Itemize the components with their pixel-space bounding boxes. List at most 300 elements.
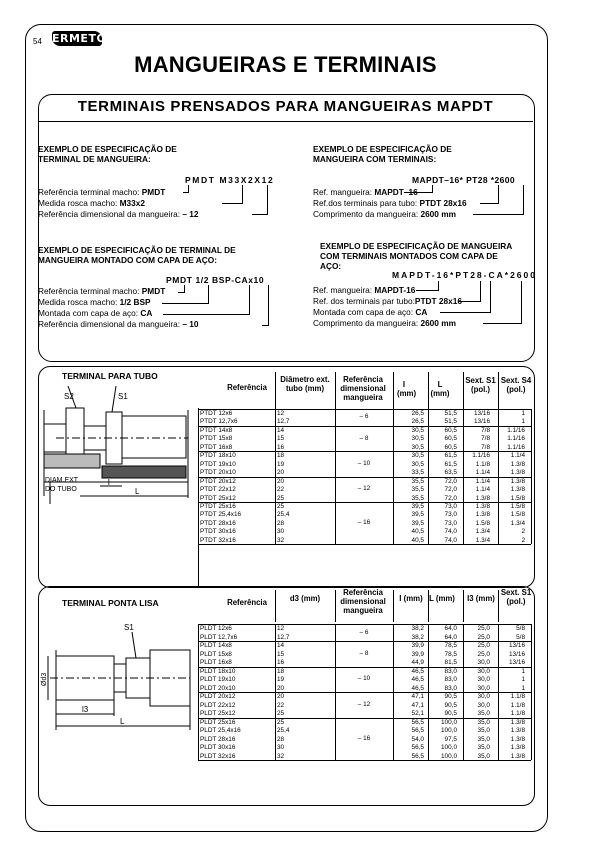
table2-cell: 1.1/8: [510, 701, 525, 709]
table2-cell: 56,5: [411, 727, 424, 734]
example1-bracket: [252, 185, 268, 215]
table2-cell: PLDT 12x6: [200, 625, 232, 632]
table2-cell: 25: [277, 710, 285, 717]
diam-label-2: DO TUBO: [45, 486, 77, 493]
table1-cell: 1.5/8: [510, 494, 525, 502]
example4-heading: EXEMPLO DE ESPECIFICAÇÃO DE MANGUEIRA COM TERMINAIS MONTADOS COM CAPA DE AÇO:: [320, 241, 513, 271]
table2-cell: 97,5: [444, 735, 457, 743]
table1-cell: PTDT 20x12: [200, 477, 236, 485]
table1-cell: 73,0: [444, 511, 457, 519]
example2-line1: Ref. mangueira: MAPDT–16: [313, 187, 418, 197]
table2-bottom-divider: [198, 760, 531, 761]
example3-line2: Medida rosca macho: 1/2 BSP: [38, 297, 151, 307]
table2-cell: PLDT 30x16: [200, 744, 236, 751]
table1-column-divider: [463, 409, 464, 544]
table1-cell: 30,5: [411, 435, 424, 443]
table2-header-dim: Referência dimensional mangueira: [340, 588, 386, 615]
example4-line1: Ref. mangueira: MAPDT-16: [313, 285, 416, 295]
table2-cell: 35,0: [477, 710, 490, 717]
table2-group-dim: – 16: [357, 734, 371, 742]
table1-cell: 30,5: [411, 426, 424, 434]
table1-header-diam: Diâmetro ext. tubo (mm): [280, 375, 330, 393]
table1-header-s1: Sext. S1 (pol.): [465, 376, 496, 394]
table1-cell: PTDT 16x8: [200, 443, 233, 451]
table1-header-divider: [335, 372, 336, 410]
table2-row: [198, 684, 531, 693]
table1-cell: 1: [521, 418, 525, 426]
table1-cell: 1: [521, 410, 525, 417]
table1-cell: 1.1/4: [475, 469, 490, 477]
table2-row: [198, 752, 531, 761]
table1-cell: 1.3/8: [510, 486, 525, 494]
table2-column-divider: [275, 624, 276, 760]
table2-cell: 30,0: [477, 701, 490, 709]
table2-cell: 13/16: [509, 650, 525, 658]
table2-cell: 90,5: [444, 701, 457, 709]
table2-column-divider: [198, 624, 199, 760]
table1-cell: 1.1/4: [475, 486, 490, 494]
table1-group-dim: – 12: [357, 485, 371, 493]
table2-column-divider: [335, 624, 336, 760]
table2-column-divider: [393, 624, 394, 760]
table1-cell: 1.1/16: [472, 452, 490, 460]
example2-line2: Ref.dos terminais para tubo: PTDT 28x16: [313, 198, 467, 208]
page-title: MANGUEIRAS E TERMINAIS: [134, 52, 437, 77]
example1-line1: Referência terminal macho: PMDT: [38, 187, 166, 197]
table2-cell: PLDT 25x16: [200, 718, 236, 726]
table1-row: [198, 468, 531, 476]
l3-label: l3: [82, 705, 89, 714]
table1-cell: 1.1/8: [475, 460, 490, 468]
example3-heading: EXEMPLO DE ESPECIFICAÇÃO DE TERMINAL DE MANGUEIRA MONTADO COM CAPA DE AÇO:: [38, 245, 236, 265]
table2-cell: 83,0: [444, 667, 457, 675]
example1-code: PMDT M33X2X12: [185, 175, 275, 185]
table1-cell: 51,5: [444, 410, 457, 417]
table2-cell: 56,5: [411, 752, 424, 760]
table1-cell: 40,5: [411, 528, 424, 536]
table1-cell: PTDT 12x6: [200, 410, 233, 417]
table2-cell: 78,5: [444, 650, 457, 658]
table2-cell: 5/8: [516, 625, 525, 632]
table1-row: [198, 536, 531, 544]
example2-bracket: [404, 185, 433, 193]
table1-cell: 30,5: [411, 452, 424, 460]
table1-cell: 2: [521, 536, 525, 544]
table2-cell: 30,0: [477, 684, 490, 692]
example2-heading: EXEMPLO DE ESPECIFICAÇÃO DE MANGUEIRA COM TERMINAIS:: [313, 144, 452, 164]
table1-column-divider: [428, 409, 429, 544]
table1-cell: 1.3/4: [475, 536, 490, 544]
table1-cell: 25,4: [277, 511, 290, 519]
L-label: L: [135, 487, 140, 496]
s1-label: S1: [118, 392, 128, 401]
table2-cell: 83,0: [444, 676, 457, 683]
table2-cell: 52,1: [411, 710, 424, 717]
table1-column-divider: [335, 409, 336, 544]
table2-header-divider: [498, 590, 499, 622]
table1-cell: 74,0: [444, 536, 457, 544]
table1-cell: 1.5/8: [510, 502, 525, 510]
table2-cell: PLDT 19x10: [200, 676, 236, 683]
table2-header-l: L (mm): [429, 594, 455, 603]
table1-cell: 63,5: [444, 469, 457, 477]
table2-cell: 28: [277, 735, 285, 743]
table1-cell: 1.3/8: [510, 460, 525, 468]
table1-group-dim: – 10: [357, 459, 371, 467]
table2-cell: 20: [277, 693, 285, 700]
s2-label: S2: [64, 392, 74, 401]
table1-cell: PTDT 19x10: [200, 460, 236, 468]
table1-cell: 14: [277, 426, 285, 434]
table2-header-ref: Referência: [227, 598, 267, 607]
table2-cell: 64,0: [444, 625, 457, 632]
table1-header-ref: Referência: [227, 383, 267, 392]
example3-line3: Montada com capa de aço: CA: [38, 308, 153, 318]
table1-row: [198, 527, 531, 535]
table2-cell: PLDT 18x10: [200, 667, 236, 675]
table2-cell: 12: [277, 625, 285, 632]
table1-cell: PTDT 15x8: [200, 435, 233, 443]
table2-row: [198, 658, 531, 667]
table2-header-divider: [393, 590, 394, 622]
table2-cell: 35,0: [477, 735, 490, 743]
table2-cell: 35,0: [477, 752, 490, 760]
table2-cell: PLDT 15x8: [200, 650, 232, 658]
table2-cell: 13/16: [509, 659, 525, 666]
table2-cell: 12,7: [277, 633, 290, 641]
table1-cell: 1.1/16: [507, 426, 525, 434]
table2-cell: 1: [521, 684, 525, 692]
table1-cell: PTDT 28x16: [200, 519, 236, 527]
table2-cell: 1.3/8: [510, 744, 525, 751]
table1-bottom-divider: [198, 544, 531, 545]
table2-cell: 1.3/8: [510, 752, 525, 760]
table2-cell: 100,0: [441, 752, 457, 760]
table1-header-dim: Referência dimensional mangueira: [340, 375, 386, 402]
table1-cell: 35,5: [411, 477, 424, 485]
table1-cell: 1.3/4: [510, 519, 525, 527]
table1-cell: PTDT 25x12: [200, 494, 236, 502]
table1-cell: PTDT 20x10: [200, 469, 236, 477]
table1-header-l: L (mm): [430, 380, 450, 398]
table2-cell: 18: [277, 667, 285, 675]
table2-column-divider: [498, 624, 499, 760]
table2-cell: 90,5: [444, 710, 457, 717]
table2-cell: 25,0: [477, 642, 490, 649]
table1-cell: 7/8: [481, 443, 490, 451]
table2-cell: 56,5: [411, 744, 424, 751]
table2-cell: 35,0: [477, 744, 490, 751]
example3-bracket: [163, 285, 250, 315]
diam-label-1: DIAM.EXT: [45, 477, 79, 484]
table1-cell: 1.3/4: [475, 528, 490, 536]
table2-cell: 1: [521, 676, 525, 683]
table1-header-i: I (mm): [397, 380, 417, 398]
table2-cell: PLDT 20x12: [200, 693, 236, 700]
table2-cell: PLDT 32x16: [200, 752, 236, 760]
table2-row: [198, 709, 531, 718]
table2-cell: 30: [277, 744, 285, 751]
table2-cell: 22: [277, 701, 285, 709]
table1-cell: 30,5: [411, 443, 424, 451]
table1-cell: 73,0: [444, 502, 457, 510]
table1-row: [198, 494, 531, 502]
table2-cell: 32: [277, 752, 285, 760]
table1-cell: 1.5/8: [475, 519, 490, 527]
example2-code: MAPDT–16* PT28 *2600: [412, 175, 515, 185]
table1-cell: 60,5: [444, 435, 457, 443]
table2-cell: 25,0: [477, 625, 490, 632]
section-title-divider: [38, 121, 533, 122]
table1-cell: 12,7: [277, 418, 290, 426]
table1-group-dim: – 8: [359, 434, 369, 442]
table1-cell: 39,5: [411, 502, 424, 510]
example1-line3: Referência dimensional da mangueira: – 12: [38, 209, 199, 219]
table2-header-s1: Sext. S1 (pol.): [500, 588, 532, 606]
table1-cell: 1.5/8: [510, 511, 525, 519]
table1-cell: 39,5: [411, 519, 424, 527]
table2-cell: 64,0: [444, 633, 457, 641]
table2-column-divider: [463, 624, 464, 760]
table1-cell: 7/8: [481, 426, 490, 434]
table2-group-dim: – 6: [359, 628, 369, 636]
table2-cell: 30,0: [477, 667, 490, 675]
table1-cell: 1.1/4: [475, 477, 490, 485]
table1-cell: 1.3/8: [475, 511, 490, 519]
table2-cell: 25,0: [477, 633, 490, 641]
table1-cell: 1.3/8: [475, 494, 490, 502]
table1-cell: 61,5: [444, 452, 457, 460]
table2-cell: 1.3/8: [510, 735, 525, 743]
table2-cell: 35,0: [477, 718, 490, 726]
table2-cell: PLDT 28x16: [200, 735, 236, 743]
table2-header-i3: I3 (mm): [467, 594, 495, 603]
L-label: L: [120, 717, 125, 726]
table2-cell: PLDT 12,7x6: [200, 633, 238, 641]
example3-bracket: [262, 285, 269, 326]
example4-code: MAPDT-16*PT28-CA*2600: [392, 270, 537, 280]
table1-cell: PTDT 25,4x16: [200, 511, 242, 519]
table1-cell: 32: [277, 536, 285, 544]
table1-cell: PTDT 32x16: [200, 536, 236, 544]
table1-cell: 26,5: [411, 410, 424, 417]
table1-cell: 72,0: [444, 486, 457, 494]
table2-cell: 90,5: [444, 693, 457, 700]
table1-cell: 26,5: [411, 418, 424, 426]
table2-cell: 1.3/8: [510, 718, 525, 726]
s1-label: S1: [124, 623, 134, 632]
table2-header-divider: [428, 590, 429, 622]
example4-line3: Montada com capa de aço: CA: [313, 307, 428, 317]
table1-column-divider: [198, 409, 199, 544]
table1-cell: 73,0: [444, 519, 457, 527]
table1-cell: 35,5: [411, 494, 424, 502]
table1-column-divider: [531, 409, 532, 544]
table2-cell: 100,0: [441, 718, 457, 726]
example4-bracket: [483, 281, 522, 324]
table1-cell: PTDT 12,7x6: [200, 418, 238, 426]
table1-cell: 1.3/8: [475, 502, 490, 510]
table1-cell: 74,0: [444, 528, 457, 536]
table1-cell: 20: [277, 469, 285, 477]
table1-cell: 18: [277, 452, 285, 460]
section-title: TERMINAIS PRENSADOS PARA MANGUEIRAS MAPDT: [77, 98, 494, 115]
example4-bracket: [416, 281, 439, 291]
table2-cell: 30,0: [477, 659, 490, 666]
table2-cell: PLDT 14x8: [200, 642, 232, 649]
example4-line2: Ref. dos terminais par tubo:PTDT 28x16: [313, 296, 462, 306]
table1-cell: 39,5: [411, 511, 424, 519]
table1-cell: 25: [277, 494, 285, 502]
table2-title: TERMINAL PONTA LISA: [62, 598, 159, 608]
example2-bracket: [473, 185, 524, 215]
example1-line2: Medida rosca macho: M33x2: [38, 198, 145, 208]
l-label: l: [108, 478, 110, 487]
terminal-para-tubo-drawing: [40, 386, 196, 586]
table1-cell: 15: [277, 435, 285, 443]
table2-cell: 78,5: [444, 642, 457, 649]
table1-header-divider: [498, 372, 499, 410]
table2-cell: 47,1: [411, 701, 424, 709]
table1-cell: 72,0: [444, 477, 457, 485]
table2-cell: 38,2: [411, 625, 424, 632]
table2-group-dim: – 12: [357, 700, 371, 708]
table2-cell: 46,5: [411, 684, 424, 692]
table1-cell: 12: [277, 410, 285, 417]
table2-cell: 44,9: [411, 659, 424, 666]
table2-row: [198, 718, 531, 727]
table2-cell: 100,0: [441, 744, 457, 751]
table1-cell: 19: [277, 460, 285, 468]
table1-cell: 13/16: [474, 410, 490, 417]
table2-cell: 35,0: [477, 727, 490, 734]
table1-column-divider: [498, 409, 499, 544]
table2-cell: 5/8: [516, 633, 525, 641]
table2-cell: 54,0: [411, 735, 424, 743]
table2-cell: 81,5: [444, 659, 457, 666]
table2-header-divider: [335, 590, 336, 622]
table2-row: [198, 743, 531, 752]
table2-cell: 39,9: [411, 650, 424, 658]
table1-cell: 1.3/8: [510, 469, 525, 477]
table2-cell: 16: [277, 659, 285, 666]
table1-cell: PTDT 18x10: [200, 452, 236, 460]
table2-cell: PLDT 22x12: [200, 701, 236, 709]
table1-cell: 30,5: [411, 460, 424, 468]
table1-header-s4: Sext. S4 (pol.): [500, 376, 532, 394]
table1-cell: 25: [277, 502, 285, 510]
table2-header-i: I (mm): [399, 594, 423, 603]
example2-line3: Comprimento da mangueira: 2600 mm: [313, 209, 456, 219]
table2-cell: 1.3/8: [510, 727, 525, 734]
table1-column-divider: [275, 409, 276, 544]
table1-row: [198, 502, 531, 510]
example3-line1: Referência terminal macho: PMDT: [38, 286, 166, 296]
table1-group-dim: – 16: [357, 519, 371, 527]
table1-cell: 16: [277, 443, 285, 451]
table2-header-divider: [463, 590, 464, 622]
table2-cell: 1: [521, 667, 525, 675]
table2-cell: 1.1/8: [510, 710, 525, 717]
table1-cell: 1.1/16: [507, 435, 525, 443]
table2-cell: 15: [277, 650, 285, 658]
example3-line4: Referência dimensional da mangueira: – 10: [38, 319, 199, 329]
table1-cell: 61,5: [444, 460, 457, 468]
example1-bracket: [183, 185, 189, 193]
example1-heading: EXEMPLO DE ESPECIFICAÇÃO DE TERMINAL DE MANGUEIRA:: [38, 144, 177, 164]
table1-row: [198, 443, 531, 451]
table2-cell: PLDT 16x8: [200, 659, 232, 666]
example3-code: PMDT 1/2 BSP-CAx10: [166, 275, 265, 285]
table1-cell: 40,5: [411, 536, 424, 544]
table2-cell: 30,0: [477, 676, 490, 683]
table1-cell: 72,0: [444, 494, 457, 502]
table2-cell: 25: [277, 718, 285, 726]
terminal-ponta-lisa-drawing: [40, 620, 196, 740]
table1-cell: 7/8: [481, 435, 490, 443]
table1-cell: PTDT 22x12: [200, 486, 236, 494]
table1-cell: 30: [277, 528, 285, 536]
table2-cell: 39,9: [411, 642, 424, 649]
table2-cell: 46,5: [411, 667, 424, 675]
table2-cell: PLDT 20x10: [200, 684, 236, 692]
table1-cell: 1.3/8: [510, 477, 525, 485]
table2-cell: PLDT 25,4x16: [200, 727, 241, 734]
table2-cell: 14: [277, 642, 285, 649]
table1-cell: 22: [277, 486, 285, 494]
table2-group-dim: – 8: [359, 649, 369, 657]
d3-label: Ød3: [41, 672, 48, 686]
table1-cell: 13/16: [474, 418, 490, 426]
table2-cell: 100,0: [441, 727, 457, 734]
table1-cell: 1.1/4: [510, 452, 525, 460]
table2-cell: 46,5: [411, 676, 424, 683]
table1-cell: 2: [521, 528, 525, 536]
example4-line4: Comprimento da mangueira: 2600 mm: [313, 318, 456, 328]
table1-column-divider: [393, 409, 394, 544]
table2-cell: 1.1/8: [510, 693, 525, 700]
table2-header-d3: d3 (mm): [289, 594, 321, 603]
table2-cell: 30,0: [477, 693, 490, 700]
table2-column-divider: [428, 624, 429, 760]
example1-bracket: [222, 185, 243, 204]
table1-title: TERMINAL PARA TUBO: [62, 371, 158, 381]
table1-cell: 60,5: [444, 426, 457, 434]
table1-cell: PTDT 25x16: [200, 502, 236, 510]
table1-cell: 33,5: [411, 469, 424, 477]
table1-cell: 60,5: [444, 443, 457, 451]
table2-cell: 19: [277, 676, 285, 683]
table2-cell: 56,5: [411, 718, 424, 726]
page-number: 54: [33, 37, 42, 46]
table1-cell: 1.1/16: [507, 443, 525, 451]
table1-header-divider: [428, 372, 429, 410]
table1-group-dim: – 6: [359, 413, 369, 421]
table2-column-divider: [531, 624, 532, 760]
table1-cell: 20: [277, 477, 285, 485]
table1-cell: PTDT 30x16: [200, 528, 236, 536]
table1-cell: 51,5: [444, 418, 457, 426]
table2-cell: 13/16: [509, 642, 525, 649]
table1-cell: 35,5: [411, 486, 424, 494]
table1-header-divider: [393, 372, 394, 410]
table1-cell: PTDT 14x8: [200, 426, 233, 434]
table2-cell: PLDT 25x12: [200, 710, 236, 717]
table2-cell: 47,1: [411, 693, 424, 700]
table2-cell: 38,2: [411, 633, 424, 641]
table1-cell: 28: [277, 519, 285, 527]
table2-header-divider: [275, 590, 276, 622]
